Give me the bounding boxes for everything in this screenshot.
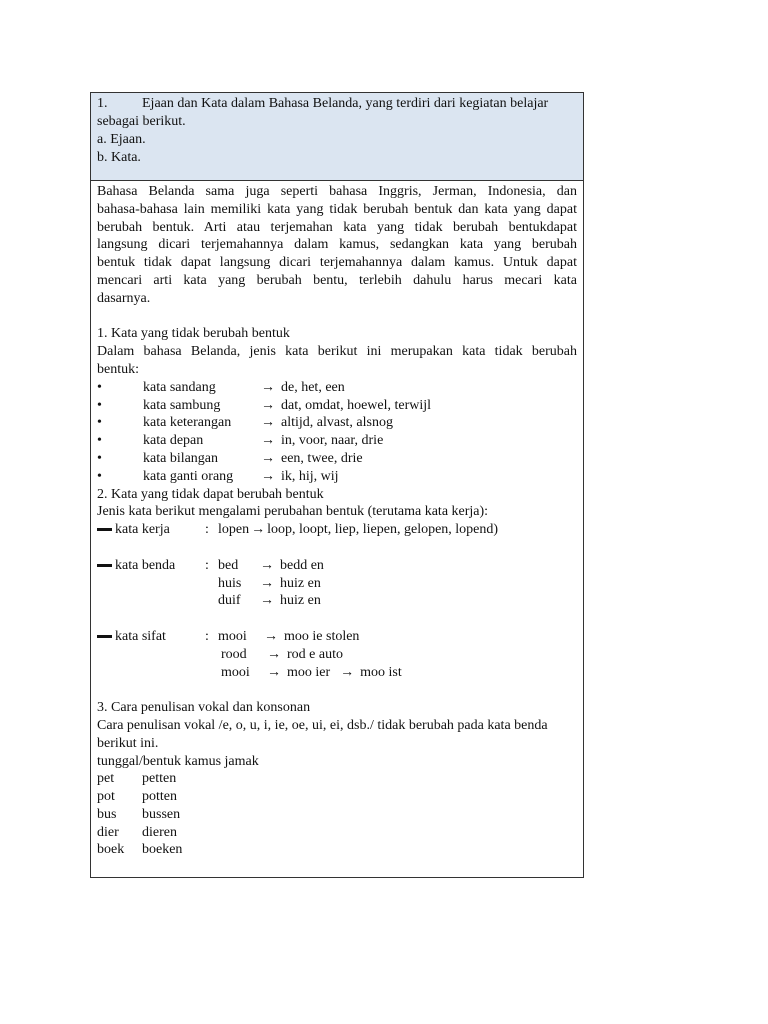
base-word: duif xyxy=(218,593,241,609)
bullet: • xyxy=(97,450,102,466)
list-item xyxy=(97,450,577,468)
derived-word: rod e auto xyxy=(287,646,343,662)
arrow-icon: → xyxy=(261,415,275,431)
singular-word: bus xyxy=(97,806,117,822)
intro-line: Bahasa Belanda sama juga seperti bahasa Inggris, Jerman, Indonesia, dan xyxy=(97,184,577,199)
header-title-line xyxy=(97,95,577,113)
list-item xyxy=(97,432,577,450)
derived-word: moo ie stolen xyxy=(284,628,360,644)
list-item xyxy=(97,468,577,486)
plural-word: dieren xyxy=(142,824,177,840)
bullet: • xyxy=(97,379,102,395)
intro-line: langsung dicari terjemahannya dalam kamus, sedangkan kata yang berubah xyxy=(97,237,577,253)
kata-kerja-label xyxy=(97,521,205,539)
kata-kerja-row xyxy=(97,521,577,539)
derived-word: huiz en xyxy=(280,575,321,591)
table-row xyxy=(97,806,577,824)
kata-benda-row xyxy=(97,575,577,593)
list-item xyxy=(97,379,577,397)
kata-sifat-row xyxy=(97,664,577,682)
header-number: 1. xyxy=(97,96,108,111)
plural-word: potten xyxy=(142,789,177,805)
arrow-icon: → xyxy=(261,433,275,449)
content-box xyxy=(90,92,584,878)
arrow-icon: → xyxy=(264,628,278,644)
base-word: mooi xyxy=(221,664,250,680)
arrow-icon: → xyxy=(261,379,275,395)
word-class-label: kata bilangan xyxy=(143,450,219,466)
arrow-icon: → xyxy=(267,646,281,662)
arrow-icon: → xyxy=(340,664,355,680)
word-examples: ik, hij, wij xyxy=(281,468,339,484)
colon: : xyxy=(205,522,209,538)
kata-kerja-forms: loop, loopt, liep, liepen, gelopen, lopend) xyxy=(267,522,499,538)
bullet: • xyxy=(97,433,102,449)
plural-word: bussen xyxy=(142,806,181,822)
derived-word: moo ier xyxy=(287,664,331,680)
list-item xyxy=(97,397,577,415)
table-header: tunggal/bentuk kamus jamak xyxy=(97,753,259,769)
word-examples: de, het, een xyxy=(281,379,345,395)
plural-word: boeken xyxy=(142,842,183,858)
intro-paragraph xyxy=(97,183,577,308)
bullet: • xyxy=(97,468,102,484)
arrow-icon: → xyxy=(260,557,274,573)
intro-line: bentuk tidak dapat langsung dicari terjemahannya dalam kamus. Untuk dapat xyxy=(97,255,577,271)
kata-benda-row xyxy=(97,557,577,575)
spacer xyxy=(97,681,577,699)
kata-sifat-label xyxy=(97,628,205,646)
arrow-icon: → xyxy=(267,664,281,680)
word-class-label: kata depan xyxy=(143,433,204,449)
base-word: mooi xyxy=(218,628,247,644)
dash-icon xyxy=(97,635,112,638)
word-class-label: kata ganti orang xyxy=(143,468,234,484)
section3-desc-continued: berikut ini. xyxy=(97,735,159,751)
arrow-icon: → xyxy=(260,575,274,591)
singular-word: boek xyxy=(97,842,125,858)
kata-benda-text: kata benda xyxy=(115,557,176,573)
bullet: • xyxy=(97,397,102,413)
section1-desc-continued: bentuk: xyxy=(97,361,139,377)
word-examples: een, twee, drie xyxy=(281,450,363,466)
table-row xyxy=(97,841,577,859)
derived-word: bedd en xyxy=(280,557,324,573)
section2-heading: 2. Kata yang tidak dapat berubah bentuk xyxy=(97,486,324,502)
plural-word: petten xyxy=(142,771,177,787)
arrow-icon: → xyxy=(261,468,275,484)
word-examples: dat, omdat, hoewel, terwijl xyxy=(281,397,432,413)
base-word: rood xyxy=(221,646,247,662)
word-class-label: kata sambung xyxy=(143,397,221,413)
derived-word: moo ist xyxy=(360,664,402,680)
arrow-icon: → xyxy=(260,593,274,609)
derived-word: huiz en xyxy=(280,593,321,609)
table-row xyxy=(97,788,577,806)
header-title: Ejaan dan Kata dalam Bahasa Belanda, yang terdiri dari kegiatan belajar xyxy=(142,96,549,111)
colon: : xyxy=(205,557,209,573)
singular-word: pot xyxy=(97,789,115,805)
kata-benda-row xyxy=(97,592,577,610)
intro-line: dasarnya. xyxy=(97,290,151,306)
dash-icon xyxy=(97,564,112,567)
section3-heading: 3. Cara penulisan vokal dan konsonan xyxy=(97,700,311,716)
section1-desc: Dalam bahasa Belanda, jenis kata berikut ini merupakan kata tidak berubah xyxy=(97,344,577,360)
colon: : xyxy=(205,628,209,644)
kata-kerja-base: lopen xyxy=(218,522,250,538)
header-title-continued: sebagai berikut. xyxy=(97,114,186,129)
singular-word: dier xyxy=(97,824,119,840)
arrow-icon: → xyxy=(261,397,275,413)
kata-benda-label xyxy=(97,557,205,575)
kata-sifat-text: kata sifat xyxy=(115,628,166,644)
spacer xyxy=(97,308,577,326)
word-class-label: kata sandang xyxy=(143,379,216,395)
kata-kerja-text: kata kerja xyxy=(115,522,170,538)
base-word: huis xyxy=(218,575,242,591)
intro-line: bahasa-bahasa lain memiliki kata yang tidak berubah bentuk dan kata yang dapat xyxy=(97,201,577,217)
word-class-label: kata keterangan xyxy=(143,415,232,431)
body-cell xyxy=(91,181,583,859)
bullet: • xyxy=(97,415,102,431)
intro-line: mencari arti kata yang berubah bentu, terlebih dahulu harus mecari kata xyxy=(97,272,577,288)
table-row xyxy=(97,824,577,842)
base-word: bed xyxy=(218,557,239,573)
header-cell xyxy=(91,93,583,181)
header-item-b: b. Kata. xyxy=(97,150,141,165)
arrow-icon: → xyxy=(261,450,275,466)
section3-desc: Cara penulisan vokal /e, o, u, i, ie, oe, ui, ei, dsb./ tidak berubah pada kata benda xyxy=(97,717,548,733)
spacer xyxy=(97,610,577,628)
arrow-icon: → xyxy=(251,522,266,538)
spacer xyxy=(97,539,577,557)
table-row xyxy=(97,770,577,788)
header-item-a: a. Ejaan. xyxy=(97,132,146,147)
intro-line: berubah bentuk. Arti atau terjemahan kata yang tidak berubah bentukdapat xyxy=(97,219,577,235)
dash-icon xyxy=(97,528,112,531)
word-examples: altijd, alvast, alsnog xyxy=(281,415,393,431)
section1-heading: 1. Kata yang tidak berubah bentuk xyxy=(97,326,290,342)
section2-desc: Jenis kata berikut mengalami perubahan bentuk (terutama kata kerja): xyxy=(97,504,489,520)
kata-sifat-row xyxy=(97,646,577,664)
singular-word: pet xyxy=(97,771,115,787)
word-examples: in, voor, naar, drie xyxy=(281,433,384,449)
kata-sifat-row xyxy=(97,628,577,646)
list-item xyxy=(97,414,577,432)
